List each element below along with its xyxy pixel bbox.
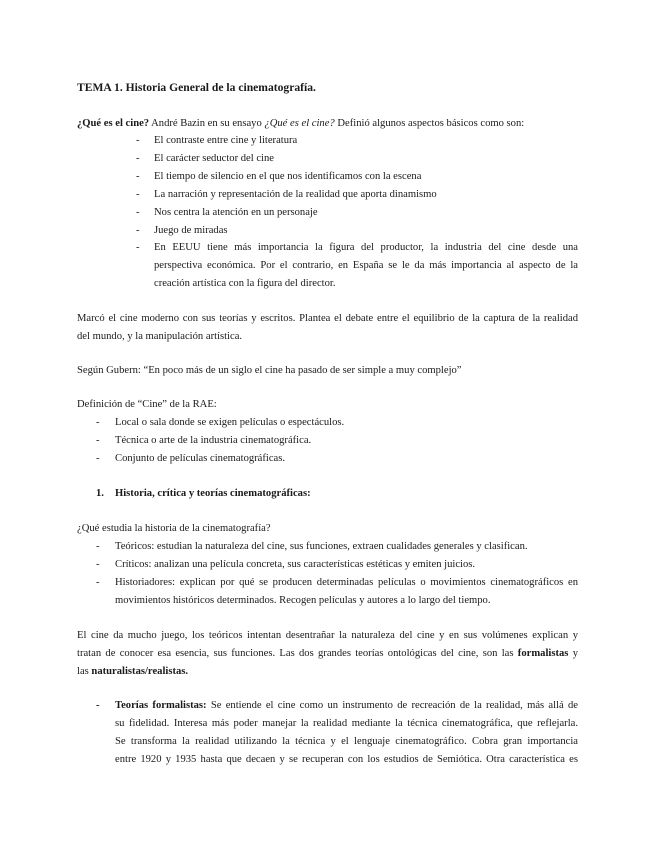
paragraph-line: del mundo, y la manipulación artística.: [77, 331, 243, 342]
list-item: Teóricos: estudian la naturaleza del cine, sus funciones, extraen cualidades generales y clasifican.: [115, 541, 528, 552]
bullet-dash: -: [136, 242, 140, 253]
bullet-dash: -: [136, 171, 140, 182]
paragraph-line: Marcó el cine moderno con sus teorías y escritos. Plantea el debate entre el equilibrio de la captura de la realidad: [77, 313, 578, 324]
list-item-line: perspectiva económica. Por el contrario, en España se le da más importancia al aspecto de la: [154, 260, 578, 271]
theories-text: tratan de conocer esa esencia, sus funciones. Las dos grandes teorías ontológicas del cine, son las: [77, 648, 518, 659]
bullet-dash: -: [136, 207, 140, 218]
paragraph-line: Se transforma la realidad utilizando la técnica y el lenguaje cinematográfico. Cobra gran importancia: [115, 736, 578, 747]
section-number: 1.: [96, 488, 104, 499]
bullet-dash: -: [136, 225, 140, 236]
list-item-line: creación artística con la figura del director.: [154, 278, 336, 289]
rae-heading: Definición de “Cine” de la RAE:: [77, 399, 217, 410]
paragraph-line: su fidelidad. Interesa más poder manejar la realidad mediante la técnica cinematográfica, que reflejarla.: [115, 718, 578, 729]
document-title: TEMA 1. Historia General de la cinematografía.: [77, 81, 316, 94]
studies-question: ¿Qué estudia la historia de la cinematografía?: [77, 523, 271, 534]
list-item: Conjunto de películas cinematográficas.: [115, 453, 286, 464]
realists-term: naturalistas/realistas.: [91, 666, 189, 677]
list-item: Nos centra la atención en un personaje: [154, 207, 318, 218]
theories-text: y: [568, 648, 578, 659]
bullet-dash: -: [136, 153, 140, 164]
section-title: Historia, crítica y teorías cinematográficas:: [115, 488, 311, 499]
list-item: Juego de miradas: [154, 225, 228, 236]
list-item: La narración y representación de la realidad que aporta dinamismo: [154, 189, 437, 200]
list-item: Local o sala donde se exigen películas o espectáculos.: [115, 417, 345, 428]
paragraph-line: [115, 699, 578, 713]
formalist-label: Teorías formalistas:: [115, 700, 207, 711]
theories-text: las: [77, 666, 92, 677]
formalists-term: formalistas: [517, 648, 569, 659]
formalist-text: Se entiende el cine como un instrumento de recreación de la realidad, más allá de: [206, 700, 578, 711]
gubern-quote: Según Gubern: “En poco más de un siglo el cine ha pasado de ser simple a muy complejo”: [77, 365, 462, 376]
list-item-line: Historiadores: explican por qué se producen determinadas películas o movimientos cinematográficos en: [115, 577, 578, 588]
intro-question: ¿Qué es el cine?: [77, 118, 150, 129]
list-item: Críticos: analizan una película concreta, sus características estéticas y emiten juicios.: [115, 559, 476, 570]
bullet-dash: -: [136, 189, 140, 200]
bullet-dash: -: [96, 700, 100, 711]
list-item-line: movimientos históricos determinados. Recogen películas y autores a lo largo del tiempo.: [115, 595, 491, 606]
bullet-dash: -: [96, 417, 100, 428]
bullet-dash: -: [96, 559, 100, 570]
intro-text-b: Definió algunos aspectos básicos como son:: [334, 118, 525, 129]
bullet-dash: -: [136, 135, 140, 146]
bullet-dash: -: [96, 435, 100, 446]
list-item: El contraste entre cine y literatura: [154, 135, 298, 146]
list-item-line: En EEUU tiene más importancia la figura del productor, la industria del cine desde una: [154, 242, 578, 253]
list-item: Técnica o arte de la industria cinematográfica.: [115, 435, 312, 446]
list-item: El tiempo de silencio en el que nos identificamos con la escena: [154, 171, 422, 182]
essay-title: ¿Qué es el cine?: [264, 118, 335, 129]
intro-paragraph: [77, 117, 524, 131]
bullet-dash: -: [96, 541, 100, 552]
paragraph-line: [77, 647, 578, 661]
list-item: El carácter seductor del cine: [154, 153, 274, 164]
bullet-dash: -: [96, 577, 100, 588]
paragraph-line: [77, 665, 188, 679]
intro-text-a: André Bazin en su ensayo: [149, 118, 265, 129]
bullet-dash: -: [96, 453, 100, 464]
paragraph-line: El cine da mucho juego, los teóricos intentan desentrañar la naturaleza del cine y en sus volúmenes explican y: [77, 630, 578, 641]
paragraph-line: entre 1920 y 1935 hasta que decaen y se recuperan con los estudios de Semiótica. Otra característica es: [115, 754, 578, 765]
